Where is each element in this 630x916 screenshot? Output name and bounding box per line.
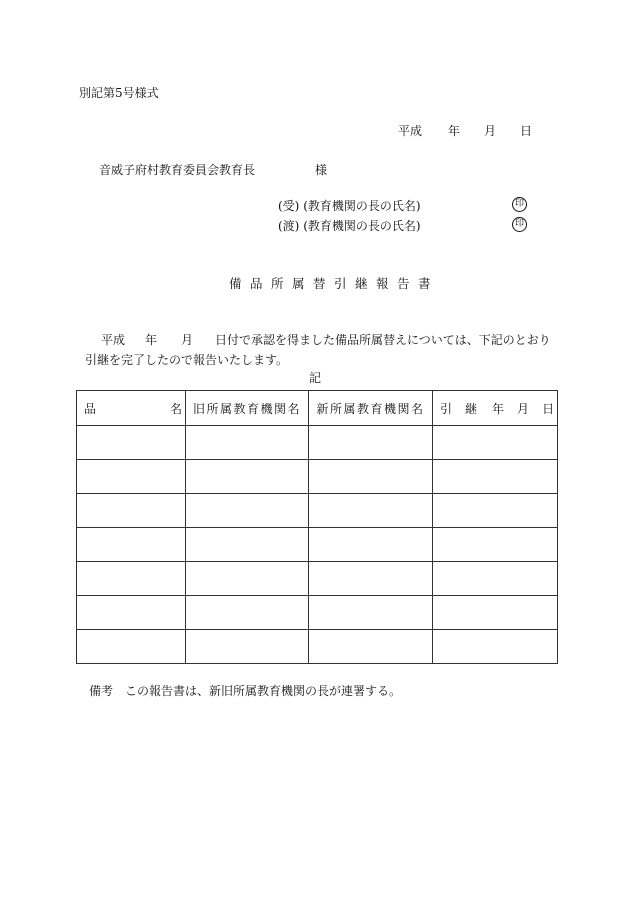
cell-transfer-date[interactable] [433, 596, 558, 630]
cell-new-institution[interactable] [309, 630, 433, 664]
cell-transfer-date[interactable] [433, 562, 558, 596]
cell-transfer-date[interactable] [433, 460, 558, 494]
remarks: 備考 この報告書は、新旧所属教育機関の長が連署する。 [89, 684, 402, 698]
body-month-unit: 月 [181, 333, 194, 347]
signature-receiver [278, 197, 421, 214]
header-item-name [77, 391, 186, 426]
cell-old-institution[interactable] [186, 528, 309, 562]
date-day-unit: 日 [520, 124, 533, 138]
header-old-institution: 旧所属教育機関名 [186, 391, 309, 426]
signature-role: (渡) [278, 219, 300, 233]
header-new-institution: 新所属教育機関名 [309, 391, 433, 426]
date-era: 平成 [398, 124, 423, 138]
cell-item-name[interactable] [77, 460, 186, 494]
body-era: 平成 [101, 333, 126, 347]
form-number: 別記第5号様式 [79, 86, 159, 100]
table-row [77, 494, 558, 528]
table-header-row [77, 391, 558, 426]
header-date-a: 引 [440, 401, 453, 416]
cell-item-name[interactable] [77, 596, 186, 630]
header-date-d: 月 [517, 401, 530, 416]
signature-role: (受) [278, 199, 300, 213]
cell-old-institution[interactable] [186, 460, 309, 494]
cell-item-name[interactable] [77, 562, 186, 596]
cell-item-name[interactable] [77, 426, 186, 460]
cell-old-institution[interactable] [186, 630, 309, 664]
signature-label: (教育機関の長の氏名) [303, 219, 421, 233]
cell-old-institution[interactable] [186, 494, 309, 528]
header-date-b: 継 [465, 401, 478, 416]
table-row [77, 630, 558, 664]
ki-marker: 記 [309, 371, 322, 385]
cell-item-name[interactable] [77, 494, 186, 528]
seal-icon: 印 [512, 197, 527, 212]
cell-new-institution[interactable] [309, 494, 433, 528]
table-body [77, 426, 558, 664]
date-line [398, 122, 532, 139]
cell-new-institution[interactable] [309, 562, 433, 596]
recipient: 音威子府村教育委員会教育長 様 [99, 163, 328, 177]
cell-new-institution[interactable] [309, 596, 433, 630]
cell-item-name[interactable] [77, 528, 186, 562]
header-item-b: 名 [170, 401, 183, 416]
table-row [77, 596, 558, 630]
cell-old-institution[interactable] [186, 596, 309, 630]
body-text-line-1 [101, 331, 551, 348]
cell-new-institution[interactable] [309, 460, 433, 494]
header-date-e: 日 [542, 401, 555, 416]
transfer-table [76, 390, 558, 664]
cell-transfer-date[interactable] [433, 630, 558, 664]
document-title: 備品所属替引継報告書 [229, 276, 440, 291]
cell-item-name[interactable] [77, 630, 186, 664]
cell-transfer-date[interactable] [433, 494, 558, 528]
table-row [77, 562, 558, 596]
header-item-a: 品 [84, 401, 97, 416]
seal-icon: 印 [512, 217, 527, 232]
date-year-unit: 年 [448, 124, 461, 138]
cell-new-institution[interactable] [309, 426, 433, 460]
table-row [77, 460, 558, 494]
date-month-unit: 月 [484, 124, 497, 138]
cell-old-institution[interactable] [186, 562, 309, 596]
cell-new-institution[interactable] [309, 528, 433, 562]
body-day-suffix: 日付で承認を得ました備品所属替えについては、下記のとおり [215, 333, 551, 347]
header-transfer-date [433, 391, 558, 426]
table-row [77, 426, 558, 460]
signature-label: (教育機関の長の氏名) [303, 199, 421, 213]
cell-transfer-date[interactable] [433, 426, 558, 460]
body-text-line-2: 引継を完了したので報告いたします。 [85, 353, 289, 367]
table-row [77, 528, 558, 562]
signature-giver [278, 217, 421, 234]
body-year-unit: 年 [145, 333, 158, 347]
cell-old-institution[interactable] [186, 426, 309, 460]
cell-transfer-date[interactable] [433, 528, 558, 562]
header-date-c: 年 [492, 401, 505, 416]
